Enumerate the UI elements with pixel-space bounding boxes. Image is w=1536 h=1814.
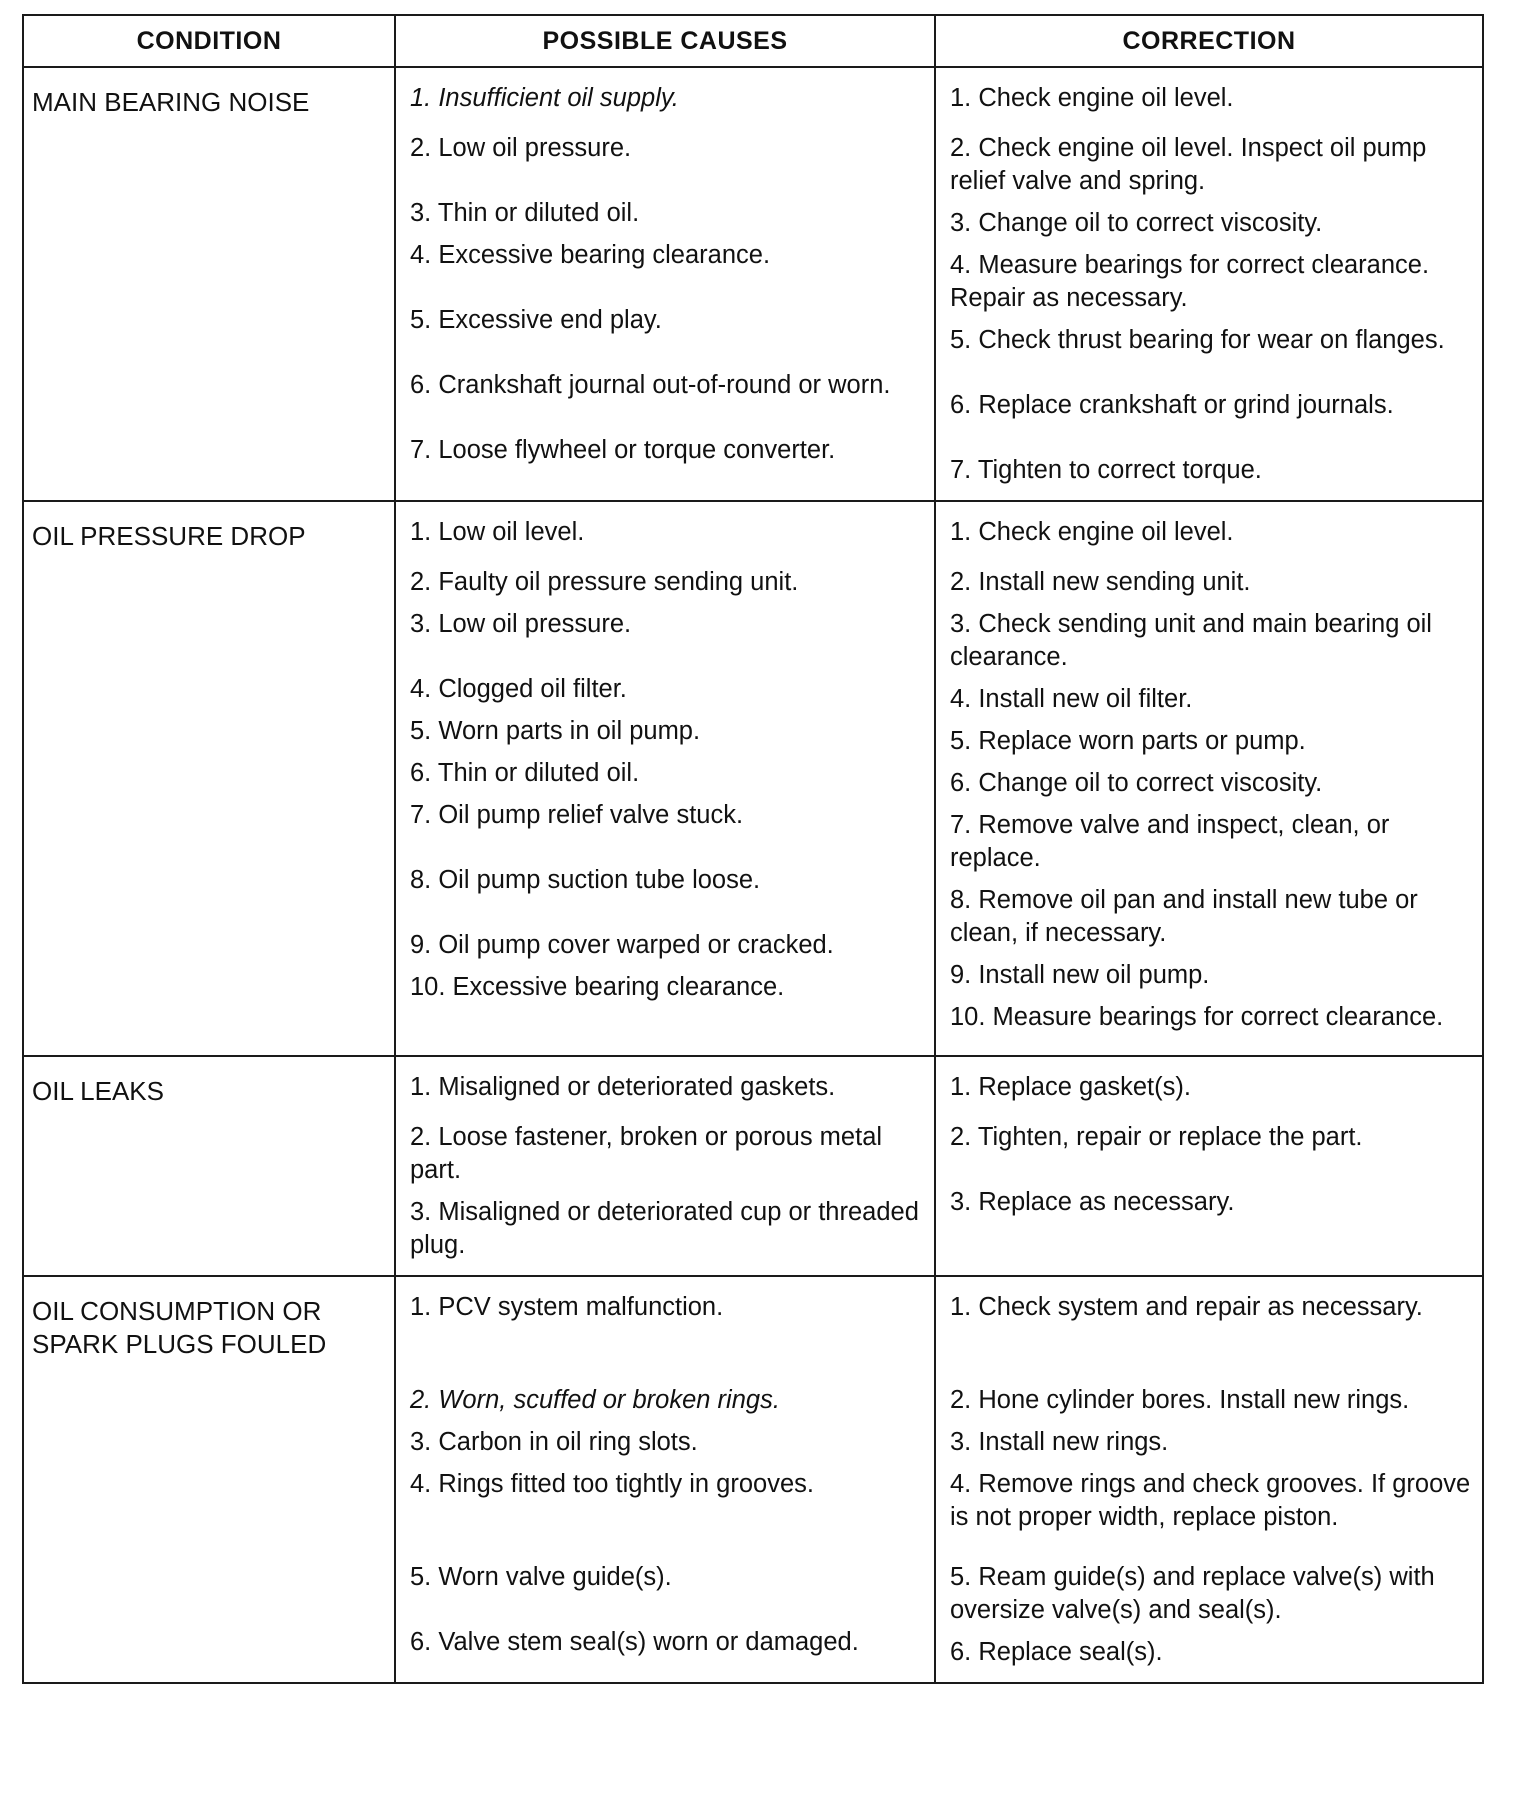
correction-item: 1. Replace gasket(s). bbox=[950, 1073, 1191, 1101]
cause-item: 5. Worn valve guide(s). bbox=[410, 1563, 672, 1591]
cause-item: 2. Low oil pressure. bbox=[410, 134, 632, 162]
cause-item: 6. Thin or diluted oil. bbox=[410, 759, 640, 787]
header-row bbox=[23, 15, 1483, 67]
header-condition: CONDITION bbox=[23, 15, 395, 67]
table-row bbox=[23, 1056, 1483, 1276]
correction-item: 8. Remove oil pan and install new tube or clean, if necessary. bbox=[950, 886, 1418, 947]
cause-item: 5. Worn parts in oil pump. bbox=[410, 717, 701, 745]
correction-item: 3. Install new rings. bbox=[950, 1428, 1169, 1456]
correction-cell bbox=[935, 1276, 1483, 1683]
correction-item: 5. Check thrust bearing for wear on flanges. bbox=[950, 326, 1445, 354]
cause-item: 8. Oil pump suction tube loose. bbox=[410, 866, 761, 894]
cause-item: 1. Low oil level. bbox=[410, 518, 585, 546]
correction-item: 2. Install new sending unit. bbox=[950, 568, 1251, 596]
cause-item: 7. Loose flywheel or torque converter. bbox=[410, 436, 836, 464]
correction-item: 6. Replace seal(s). bbox=[950, 1638, 1163, 1666]
correction-item: 6. Replace crankshaft or grind journals. bbox=[950, 391, 1394, 419]
cause-item: 1. PCV system malfunction. bbox=[410, 1293, 724, 1321]
correction-item: 10. Measure bearings for correct clearance. bbox=[950, 1003, 1444, 1031]
cause-item: 2. Loose fastener, broken or porous metal part. bbox=[410, 1123, 883, 1184]
table-row bbox=[23, 1276, 1483, 1683]
cause-item: 4. Rings fitted too tightly in grooves. bbox=[410, 1470, 814, 1498]
cause-item: 2. Faulty oil pressure sending unit. bbox=[410, 568, 799, 596]
correction-item: 3. Replace as necessary. bbox=[950, 1188, 1235, 1216]
correction-item: 7. Remove valve and inspect, clean, or replace. bbox=[950, 811, 1390, 872]
correction-item: 2. Hone cylinder bores. Install new rings. bbox=[950, 1386, 1410, 1414]
cause-item: 3. Low oil pressure. bbox=[410, 610, 632, 638]
correction-item: 2. Tighten, repair or replace the part. bbox=[950, 1123, 1363, 1151]
cause-item: 2. Worn, scuffed or broken rings. bbox=[410, 1386, 780, 1414]
correction-item: 3. Change oil to correct viscosity. bbox=[950, 209, 1323, 237]
causes-cell bbox=[395, 501, 935, 1056]
correction-item: 7. Tighten to correct torque. bbox=[950, 456, 1262, 484]
cause-item: 3. Carbon in oil ring slots. bbox=[410, 1428, 698, 1456]
cause-item: 1. Misaligned or deteriorated gaskets. bbox=[410, 1073, 836, 1101]
correction-item: 1. Check engine oil level. bbox=[950, 84, 1234, 112]
cause-item: 7. Oil pump relief valve stuck. bbox=[410, 801, 744, 829]
diagnosis-document bbox=[22, 14, 1482, 1684]
correction-cell bbox=[935, 67, 1483, 501]
causes-cell bbox=[395, 67, 935, 501]
correction-item: 4. Measure bearings for correct clearance. Repair as necessary. bbox=[950, 251, 1430, 312]
correction-item: 3. Check sending unit and main bearing oil clearance. bbox=[950, 610, 1432, 671]
causes-cell bbox=[395, 1276, 935, 1683]
cause-item: 6. Crankshaft journal out-of-round or worn. bbox=[410, 371, 891, 399]
condition-cell: OIL PRESSURE DROP bbox=[23, 501, 395, 1056]
cause-item: 5. Excessive end play. bbox=[410, 306, 662, 334]
correction-item: 2. Check engine oil level. Inspect oil pump relief valve and spring. bbox=[950, 134, 1427, 195]
correction-item: 4. Remove rings and check grooves. If groove is not proper width, replace piston. bbox=[950, 1470, 1471, 1531]
cause-item: 4. Excessive bearing clearance. bbox=[410, 241, 771, 269]
correction-item: 5. Replace worn parts or pump. bbox=[950, 727, 1306, 755]
table-row bbox=[23, 501, 1483, 1056]
table-row bbox=[23, 67, 1483, 501]
correction-item: 9. Install new oil pump. bbox=[950, 961, 1210, 989]
correction-item: 6. Change oil to correct viscosity. bbox=[950, 769, 1323, 797]
correction-item: 5. Ream guide(s) and replace valve(s) with oversize valve(s) and seal(s). bbox=[950, 1563, 1435, 1624]
correction-item: 4. Install new oil filter. bbox=[950, 685, 1193, 713]
cause-item: 3. Misaligned or deteriorated cup or threaded plug. bbox=[410, 1198, 919, 1259]
header-possible-causes: POSSIBLE CAUSES bbox=[395, 15, 935, 67]
correction-item: 1. Check system and repair as necessary. bbox=[950, 1293, 1423, 1321]
cause-item: 3. Thin or diluted oil. bbox=[410, 199, 640, 227]
correction-item: 1. Check engine oil level. bbox=[950, 518, 1234, 546]
cause-item: 4. Clogged oil filter. bbox=[410, 675, 627, 703]
condition-cell: OIL LEAKS bbox=[23, 1056, 395, 1276]
causes-cell bbox=[395, 1056, 935, 1276]
condition-cell: MAIN BEARING NOISE bbox=[23, 67, 395, 501]
cause-item: 9. Oil pump cover warped or cracked. bbox=[410, 931, 834, 959]
correction-cell bbox=[935, 501, 1483, 1056]
diagnosis-table bbox=[22, 14, 1484, 1684]
cause-item: 10. Excessive bearing clearance. bbox=[410, 973, 785, 1001]
table-body bbox=[23, 67, 1483, 1683]
cause-item: 1. Insufficient oil supply. bbox=[410, 84, 679, 112]
condition-cell: OIL CONSUMPTION OR SPARK PLUGS FOULED bbox=[23, 1276, 395, 1683]
cause-item: 6. Valve stem seal(s) worn or damaged. bbox=[410, 1628, 859, 1656]
header-correction: CORRECTION bbox=[935, 15, 1483, 67]
correction-cell bbox=[935, 1056, 1483, 1276]
